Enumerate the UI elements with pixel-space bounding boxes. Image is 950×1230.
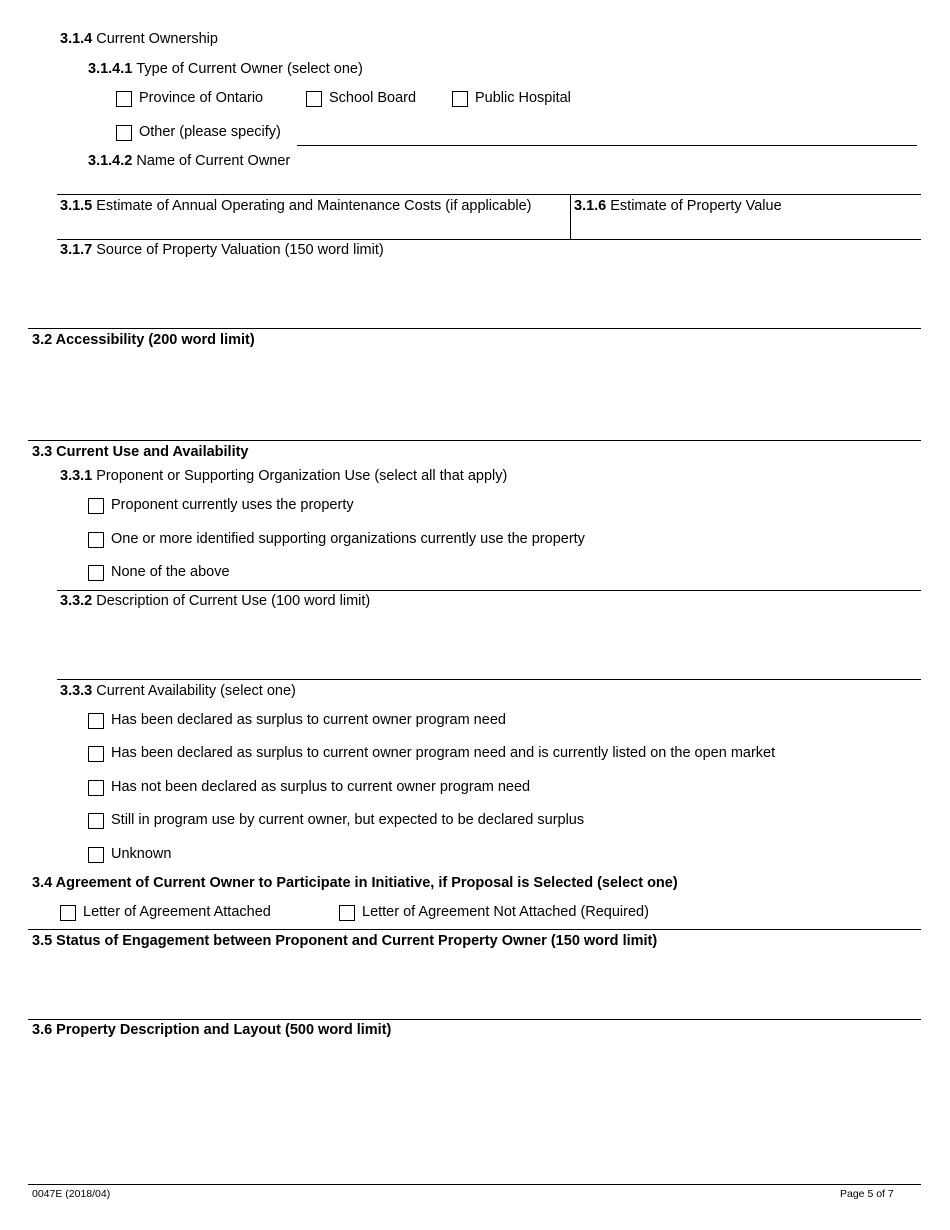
owner-province-checkbox[interactable] [116,91,132,107]
availability-not-surplus-checkbox[interactable] [88,780,104,796]
use-proponent-checkbox[interactable] [88,498,104,514]
use-supporting-orgs-checkbox[interactable] [88,532,104,548]
availability-in-use-checkbox[interactable] [88,813,104,829]
availability-in-use-option[interactable]: Still in program use by current owner, but expected to be declared surplus [88,812,584,829]
section-3-1-4-1-heading: 3.1.4.1 Type of Current Owner (select one) [88,61,363,77]
divider [57,194,921,195]
availability-surplus-option[interactable]: Has been declared as surplus to current owner program need [88,712,506,729]
divider [28,328,921,329]
owner-type-school-board-option[interactable]: School Board [306,90,416,107]
section-3-2-field[interactable]: 3.2 Accessibility (200 word limit) [32,332,255,348]
section-3-3-1-heading: 3.3.1 Proponent or Supporting Organization Use (select all that apply) [60,468,508,484]
section-3-1-4-heading: 3.1.4 Current Ownership [60,31,218,47]
section-3-3-3-heading: 3.3.3 Current Availability (select one) [60,683,296,699]
availability-surplus-checkbox[interactable] [88,713,104,729]
use-proponent-option[interactable]: Proponent currently uses the property [88,497,354,514]
section-3-5-field[interactable]: 3.5 Status of Engagement between Proponent and Current Property Owner (150 word limit) [32,933,658,949]
section-3-1-7-field[interactable]: 3.1.7 Source of Property Valuation (150 word limit) [60,242,384,258]
section-3-3-2-field[interactable]: 3.3.2 Description of Current Use (100 word limit) [60,593,371,609]
owner-public-hospital-checkbox[interactable] [452,91,468,107]
owner-type-province-option[interactable]: Province of Ontario [116,90,263,107]
divider [28,440,921,441]
divider [28,929,921,930]
section-3-6-field[interactable]: 3.6 Property Description and Layout (500 word limit) [32,1022,392,1038]
form-id: 0047E (2018/04) [32,1188,111,1200]
section-3-1-4-2-heading: 3.1.4.2 Name of Current Owner [88,153,291,169]
use-none-checkbox[interactable] [88,565,104,581]
owner-type-other-option[interactable]: Other (please specify) [116,124,281,141]
agreement-not-attached-checkbox[interactable] [339,905,355,921]
other-specify-field[interactable] [297,145,917,146]
section-3-1-5-field[interactable]: 3.1.5 Estimate of Annual Operating and Maintenance Costs (if applicable) [60,198,532,214]
footer-divider [28,1184,921,1185]
owner-type-public-hospital-option[interactable]: Public Hospital [452,90,571,107]
use-none-option[interactable]: None of the above [88,564,230,581]
availability-unknown-option[interactable]: Unknown [88,846,171,863]
column-divider [570,194,571,239]
owner-other-checkbox[interactable] [116,125,132,141]
section-3-4-heading: 3.4 Agreement of Current Owner to Participate in Initiative, if Proposal is Selected (select one) [32,875,678,891]
agreement-attached-checkbox[interactable] [60,905,76,921]
agreement-not-attached-option[interactable]: Letter of Agreement Not Attached (Required) [339,904,649,921]
divider [57,679,921,680]
divider [28,1019,921,1020]
availability-not-surplus-option[interactable]: Has not been declared as surplus to current owner program need [88,779,530,796]
divider [57,590,921,591]
page-number: Page 5 of 7 [840,1188,894,1200]
section-3-1-6-field[interactable]: 3.1.6 Estimate of Property Value [574,198,782,214]
availability-unknown-checkbox[interactable] [88,847,104,863]
availability-surplus-listed-checkbox[interactable] [88,746,104,762]
use-supporting-orgs-option[interactable]: One or more identified supporting organizations currently use the property [88,531,585,548]
divider [57,239,921,240]
agreement-attached-option[interactable]: Letter of Agreement Attached [60,904,271,921]
section-3-3-heading: 3.3 Current Use and Availability [32,444,249,460]
owner-school-board-checkbox[interactable] [306,91,322,107]
availability-surplus-listed-option[interactable]: Has been declared as surplus to current owner program need and is currently listed on the open market [88,745,775,762]
